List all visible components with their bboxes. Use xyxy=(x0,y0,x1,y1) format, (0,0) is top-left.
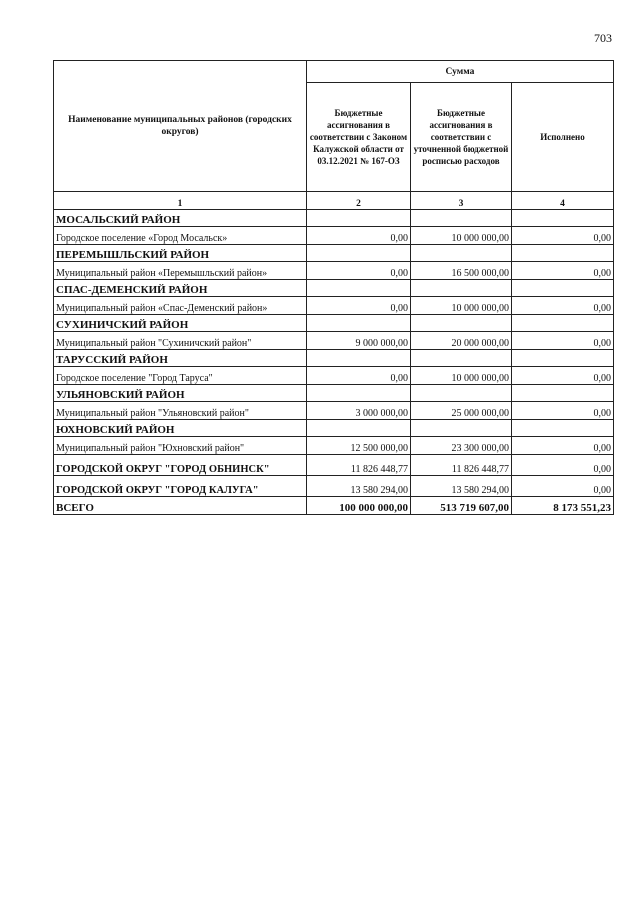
district-header-row xyxy=(54,245,614,262)
empty-cell xyxy=(307,420,411,437)
page-number: 703 xyxy=(594,31,612,45)
okrug-name: ГОРОДСКОЙ ОКРУГ "ГОРОД КАЛУГА" xyxy=(54,476,307,497)
city-okrug-row xyxy=(54,476,614,497)
municipality-name: Муниципальный район «Спас-Деменский район» xyxy=(54,297,307,315)
empty-cell xyxy=(307,315,411,332)
revised-amount: 23 300 000,00 xyxy=(411,437,512,455)
total-label: ВСЕГО xyxy=(54,497,307,515)
municipality-row xyxy=(54,297,614,315)
law-amount: 0,00 xyxy=(307,227,411,245)
law-amount: 3 000 000,00 xyxy=(307,402,411,420)
municipality-name: Муниципальный район "Сухиничский район" xyxy=(54,332,307,350)
empty-cell xyxy=(411,210,512,227)
empty-cell xyxy=(411,280,512,297)
total-row xyxy=(54,497,614,515)
district-header-row xyxy=(54,385,614,402)
column-number-4: 4 xyxy=(512,192,614,210)
okrug-name: ГОРОДСКОЙ ОКРУГ "ГОРОД ОБНИНСК" xyxy=(54,455,307,476)
municipality-row xyxy=(54,227,614,245)
empty-cell xyxy=(512,420,614,437)
executed-amount: 0,00 xyxy=(512,402,614,420)
municipality-name: Городское поселение «Город Мосальск» xyxy=(54,227,307,245)
empty-cell xyxy=(307,385,411,402)
budget-table xyxy=(53,60,614,515)
empty-cell xyxy=(307,210,411,227)
executed-amount: 0,00 xyxy=(512,227,614,245)
municipality-row xyxy=(54,437,614,455)
executed-amount: 0,00 xyxy=(512,262,614,280)
municipality-row xyxy=(54,262,614,280)
header-revised-column: Бюджетные ассигнования в соответствии с уточненной бюджетной росписью расходов xyxy=(411,83,512,192)
empty-cell xyxy=(307,245,411,262)
district-header-row xyxy=(54,315,614,332)
city-okrug-row xyxy=(54,455,614,476)
district-name: СПАС-ДЕМЕНСКИЙ РАЙОН xyxy=(54,280,307,297)
district-name: ТАРУССКИЙ РАЙОН xyxy=(54,350,307,367)
law-amount: 11 826 448,77 xyxy=(307,455,411,476)
revised-amount: 10 000 000,00 xyxy=(411,297,512,315)
district-name: ПЕРЕМЫШЛЬСКИЙ РАЙОН xyxy=(54,245,307,262)
sections-body xyxy=(54,210,614,455)
revised-amount: 25 000 000,00 xyxy=(411,402,512,420)
executed-amount: 0,00 xyxy=(512,437,614,455)
executed-amount: 0,00 xyxy=(512,476,614,497)
municipality-row xyxy=(54,332,614,350)
total-law: 100 000 000,00 xyxy=(307,497,411,515)
law-amount: 0,00 xyxy=(307,297,411,315)
header-law-column: Бюджетные ассигнования в соответствии с Законом Калужской области от 03.12.2021 № 167-ОЗ xyxy=(307,83,411,192)
revised-amount: 11 826 448,77 xyxy=(411,455,512,476)
empty-cell xyxy=(411,420,512,437)
law-amount: 12 500 000,00 xyxy=(307,437,411,455)
municipality-name: Муниципальный район «Перемышльский район» xyxy=(54,262,307,280)
empty-cell xyxy=(411,350,512,367)
empty-cell xyxy=(307,280,411,297)
empty-cell xyxy=(411,245,512,262)
revised-amount: 10 000 000,00 xyxy=(411,227,512,245)
district-name: УЛЬЯНОВСКИЙ РАЙОН xyxy=(54,385,307,402)
municipality-name: Муниципальный район "Юхновский район" xyxy=(54,437,307,455)
municipality-name: Городское поселение "Город Таруса" xyxy=(54,367,307,385)
column-number-1: 1 xyxy=(54,192,307,210)
law-amount: 13 580 294,00 xyxy=(307,476,411,497)
empty-cell xyxy=(512,315,614,332)
revised-amount: 20 000 000,00 xyxy=(411,332,512,350)
municipality-row xyxy=(54,367,614,385)
empty-cell xyxy=(512,210,614,227)
empty-cell xyxy=(411,315,512,332)
header-name-column: Наименование муниципальных районов (городских округов) xyxy=(54,61,307,192)
executed-amount: 0,00 xyxy=(512,367,614,385)
empty-cell xyxy=(512,350,614,367)
law-amount: 9 000 000,00 xyxy=(307,332,411,350)
total-revised: 513 719 607,00 xyxy=(411,497,512,515)
okrugs-body xyxy=(54,455,614,497)
header-executed-column: Исполнено xyxy=(512,83,614,192)
empty-cell xyxy=(411,385,512,402)
district-name: СУХИНИЧСКИЙ РАЙОН xyxy=(54,315,307,332)
district-header-row xyxy=(54,420,614,437)
total-executed: 8 173 551,23 xyxy=(512,497,614,515)
empty-cell xyxy=(512,245,614,262)
district-header-row xyxy=(54,210,614,227)
column-number-2: 2 xyxy=(307,192,411,210)
law-amount: 0,00 xyxy=(307,367,411,385)
column-numbers-row xyxy=(54,192,614,210)
municipality-row xyxy=(54,402,614,420)
header-row-top xyxy=(54,61,614,83)
empty-cell xyxy=(512,385,614,402)
executed-amount: 0,00 xyxy=(512,455,614,476)
executed-amount: 0,00 xyxy=(512,297,614,315)
empty-cell xyxy=(512,280,614,297)
column-number-3: 3 xyxy=(411,192,512,210)
district-header-row xyxy=(54,280,614,297)
district-name: ЮХНОВСКИЙ РАЙОН xyxy=(54,420,307,437)
revised-amount: 13 580 294,00 xyxy=(411,476,512,497)
revised-amount: 10 000 000,00 xyxy=(411,367,512,385)
executed-amount: 0,00 xyxy=(512,332,614,350)
municipality-name: Муниципальный район "Ульяновский район" xyxy=(54,402,307,420)
law-amount: 0,00 xyxy=(307,262,411,280)
district-name: МОСАЛЬСКИЙ РАЙОН xyxy=(54,210,307,227)
empty-cell xyxy=(307,350,411,367)
revised-amount: 16 500 000,00 xyxy=(411,262,512,280)
header-sum-group: Сумма xyxy=(307,61,614,83)
district-header-row xyxy=(54,350,614,367)
